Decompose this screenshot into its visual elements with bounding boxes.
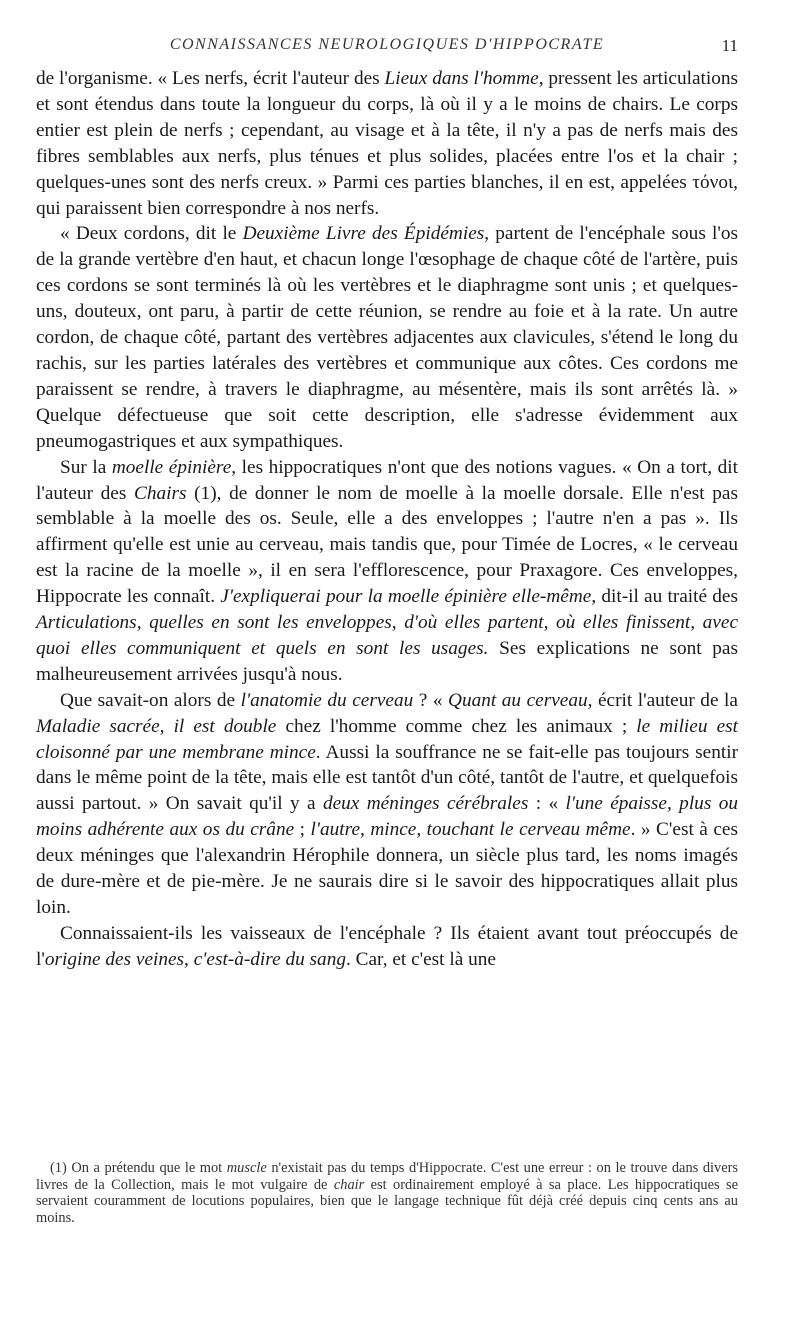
footnote — [36, 1160, 738, 1226]
page-number: 11 — [721, 36, 738, 55]
paragraph-2: « Deux cordons, dit le Deuxième Livre des Épidémies, partent de l'encéphale sous l'os de la grande vertèbre d'en haut, et chacun longe l'œsophage de chaque côté de l'artère, puis ces cordons se sont terminés là où les vertèbres et le diaphragme sont unis ; et quelques-uns, douteux, ont paru, à partir de cette réunion, se rendre au foie et à la rate. Un autre cordon, de chaque côté, partant des vertèbres adjacentes aux clavicules, s'étend le long du rachis, sur les parties latérales des vertèbres et communique aux côtes. Ces cordons me paraissent se rendre, à travers le diaphragme, au mésentère, mais ils sont arrêtés là. » Quelque défectueuse que soit cette description, elle s'adresse évidemment aux pneumogastriques et aux sympathiques. — [36, 223, 738, 452]
paragraph-3: Sur la moelle épinière, les hippocratiques n'ont que des notions vagues. « On a tort, dit l'auteur des Chairs (1), de donner le nom de moelle à la moelle dorsale. Elle n'est pas semblable à la moelle des os. Seule, elle a des enveloppes ; l'autre n'en a pas ». Ils affirment qu'elle est unie au cerveau, mais tandis que, pour Timée de Locres, « le cerveau est la racine de la moelle », il en sera l'efflorescence, pour Praxagore. Ces enveloppes, Hippocrate les connaît. J'expliquerai pour la moelle épinière elle-même, dit-il au traité des Articulations, quelles en sont les enveloppes, d'où elles partent, où elles finissent, avec quoi elles communiquent et quels en sont les usages. Ses explications ne sont pas malheureusement arrivées jusqu'à nous. — [36, 456, 738, 685]
page-header — [36, 36, 738, 60]
footnote-1: (1) On a prétendu que le mot muscle n'existait pas du temps d'Hippocrate. C'est une erreur : on le trouve dans divers livres de la Collection, mais le mot vulgaire de chair est ordinairement employé à sa place. Les hippocratiques se servaient couramment de locutions populaires, bien que le langage technique fût déjà créé depuis cinq cents ans au moins. — [36, 1160, 738, 1226]
paragraph-4: Que savait-on alors de l'anatomie du cerveau ? « Quant au cerveau, écrit l'auteur de la Maladie sacrée, il est double chez l'homme comme chez les animaux ; le milieu est cloisonné par une membrane mince. Aussi la souffrance ne se fait-elle pas toujours sentir dans le même point de la tête, mais elle est tantôt d'un côté, tantôt de l'autre, et quelquefois aussi partout. » On savait qu'il y a deux méninges cérébrales : « l'une épaisse, plus ou moins adhérente aux os du crâne ; l'autre, mince, touchant le cerveau même. » C'est à ces deux méninges que l'alexandrin Hérophile donnera, un siècle plus tard, les noms imagés de dure-mère et de pie-mère. Je ne saurais dire si le savoir des hippocratiques allait plus loin. — [36, 689, 738, 918]
paragraph-1: de l'organisme. « Les nerfs, écrit l'auteur des Lieux dans l'homme, pressent les articulations et sont étendus dans toute la longueur du corps, là où il y a le moins de chairs. Le corps entier est plein de nerfs ; cependant, au visage et à la tête, il n'y a pas de nerfs mais des fibres semblables aux nerfs, plus ténues et plus solides, placées entre l'os et la chair ; quelques-unes sont des nerfs creux. » Parmi ces parties blanches, il en est, appelées τόνοι, qui paraissent bien correspondre à nos nerfs. — [36, 68, 739, 219]
paragraph-5: Connaissaient-ils les vaisseaux de l'encéphale ? Ils étaient avant tout préoccupés de l'origine des veines, c'est-à-dire du sang. Car, et c'est là une — [36, 922, 738, 970]
running-title: CONNAISSANCES NEUROLOGIQUES D'HIPPOCRATE — [169, 36, 605, 53]
page-body — [36, 66, 738, 973]
